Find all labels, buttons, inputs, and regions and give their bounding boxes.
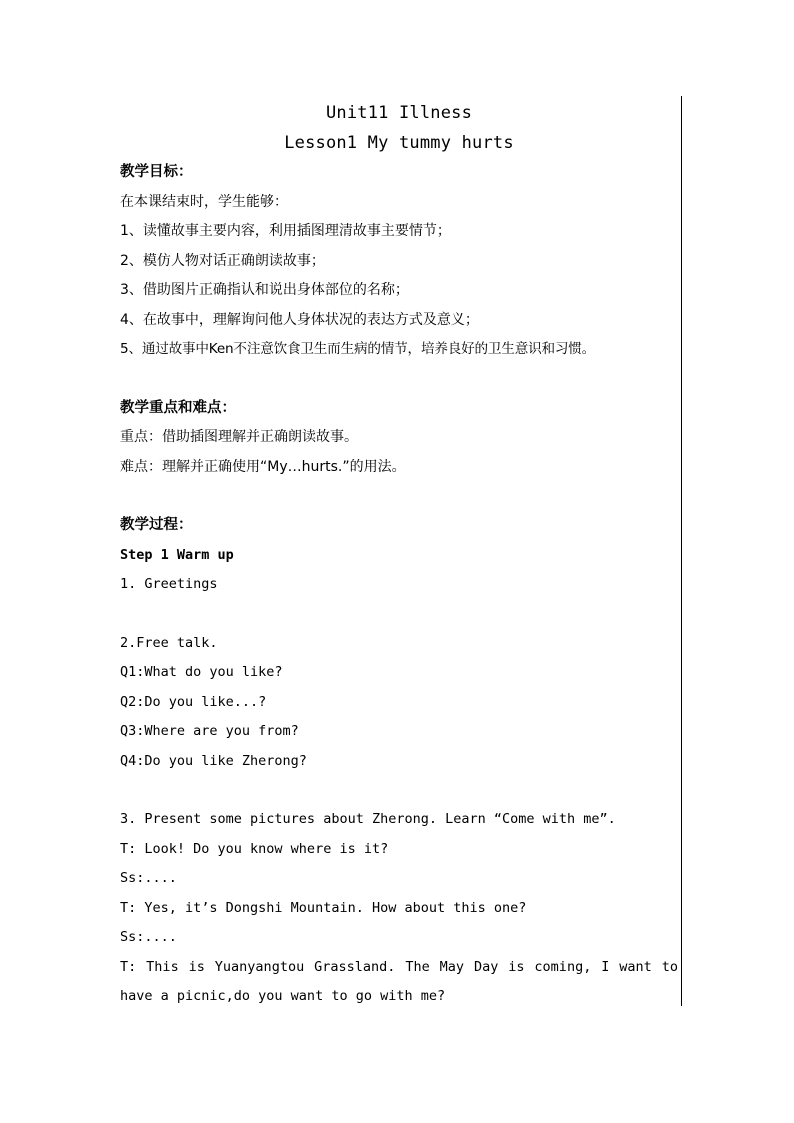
objective-item: 5、通过故事中Ken不注意饮食卫生而生病的情节，培养良好的卫生意识和习惯。	[120, 341, 596, 357]
dialogue-line: T: Look! Do you know where is it?	[120, 840, 389, 857]
objectives-intro: 在本课结束时，学生能够：	[120, 193, 288, 210]
table-right-border	[681, 96, 682, 1006]
objective-item: 1、读懂故事主要内容，利用插图理清故事主要情节；	[120, 223, 451, 239]
question-item: Q3:Where are you from?	[120, 723, 299, 739]
lesson-plan-content	[120, 98, 678, 1012]
question-item: Q1:What do you like?	[120, 664, 283, 680]
process-heading: 教学过程：	[120, 517, 193, 533]
question-item: Q2:Do you like...?	[120, 693, 267, 710]
key-points-heading: 教学重点和难点：	[120, 399, 236, 416]
greetings-item: 1. Greetings	[120, 576, 218, 592]
lesson-title: Lesson1 My tummy hurts	[284, 133, 514, 153]
dialogue-line: T: Yes, it’s Dongshi Mountain. How about this one?	[120, 899, 527, 916]
present-item: 3. Present some pictures about Zherong. Learn “Come with me”.	[120, 811, 616, 827]
objective-item: 3、借助图片正确指认和说出身体部位的名称；	[120, 282, 409, 298]
objective-item: 4、在故事中，理解询问他人身体状况的表达方式及意义；	[120, 311, 479, 328]
question-item: Q4:Do you like Zherong?	[120, 752, 307, 769]
free-talk-item: 2.Free talk.	[120, 634, 218, 651]
objectives-heading: 教学目标：	[120, 164, 193, 180]
dialogue-line: Ss:....	[120, 870, 177, 886]
objective-item: 2、模仿人物对话正确朗读故事；	[120, 252, 325, 269]
unit-title: Unit11 Illness	[325, 103, 473, 123]
step-1-heading: Step 1 Warm up	[120, 546, 234, 563]
spacer	[120, 482, 678, 511]
dialogue-line: T: This is Yuanyangtou Grassland. The May Day is coming, I want to have a picnic,do you want to go with me?	[120, 958, 678, 1004]
key-point-focus: 重点：借助插图理解并正确朗读故事。	[120, 429, 358, 445]
key-point-difficulty: 难点：理解并正确使用“My…hurts.”的用法。	[120, 458, 406, 475]
spacer	[120, 776, 678, 805]
spacer	[120, 365, 678, 394]
spacer	[120, 600, 678, 629]
dialogue-line: Ss:....	[120, 929, 177, 945]
